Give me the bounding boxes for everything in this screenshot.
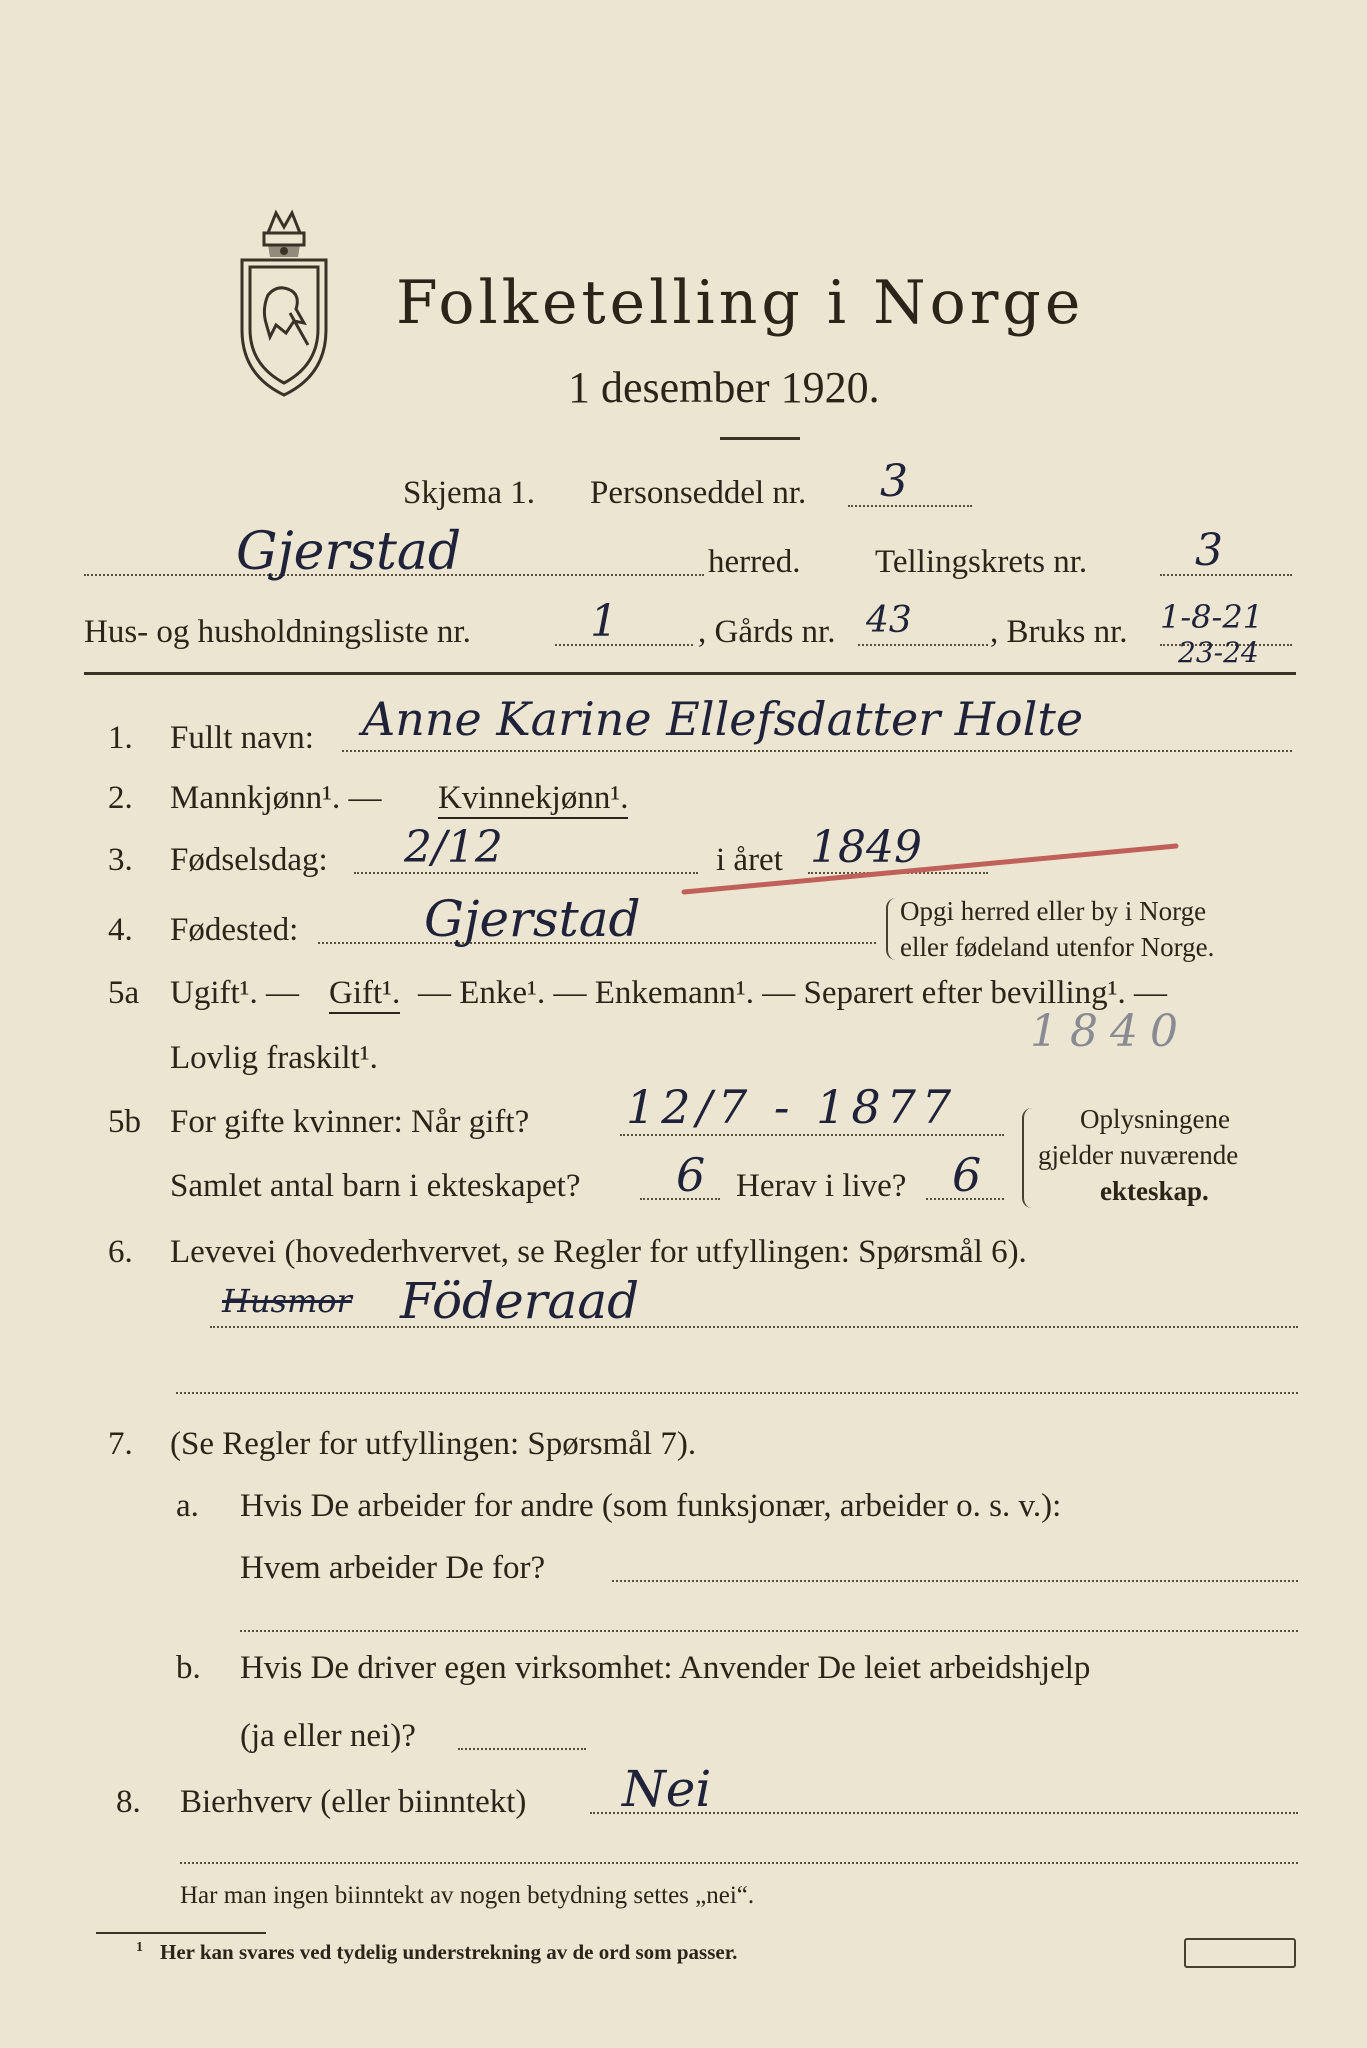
q1-number: 1. [108,720,133,756]
q8-number: 8. [116,1784,141,1820]
secondary-income-line-2 [180,1862,1298,1864]
q5a-number: 5a [108,975,140,1011]
q5b-brace [1022,1108,1036,1208]
full-name-value: Anne Karine Ellefsdatter Holte [362,692,1084,746]
occupation-line-1 [210,1326,1298,1328]
coat-of-arms-icon [228,205,340,405]
bruks-label: , Bruks nr. [990,614,1128,650]
marriage-note-1: Oplysningene [1080,1104,1230,1134]
q2-number: 2. [108,780,133,816]
marriage-note-2: gjelder nuværende [1038,1140,1239,1170]
employer-line-1 [612,1580,1298,1582]
footnote-mark: 1 [136,1940,143,1955]
children-value: 6 [676,1148,706,1202]
printer-stamp [1184,1938,1296,1968]
divorced-option: Lovlig fraskilt¹. [170,1040,378,1076]
secondary-income-label: Bierhverv (eller biinntekt) [180,1784,527,1820]
female-option: Kvinnekjønn¹. [438,780,628,819]
male-option: Mannkjønn¹. — [170,780,382,816]
q7b-line-1: Hvis De driver egen virksomhet: Anvender De leiet arbeidshjelp [240,1650,1091,1686]
unmarried-option: Ugift¹. — [170,975,300,1011]
personseddel-value: 3 [880,456,908,507]
husliste-label: Hus- og husholdningsliste nr. [84,614,471,650]
q7a-line-2: Hvem arbeider De for? [240,1550,546,1586]
q4-brace [886,898,898,960]
footnote-rule [96,1932,266,1934]
form-date: 1 desember 1920. [568,363,880,412]
occupation-line-2 [176,1392,1298,1394]
margin-note: 1840 [1030,1006,1190,1057]
year-label: i året [716,842,783,878]
husliste-line [555,644,693,646]
title-divider [720,437,800,440]
tellingskrets-label: Tellingskrets nr. [875,544,1088,580]
q5b-number: 5b [108,1104,141,1140]
q7b-line-2: (ja eller nei)? [240,1718,416,1754]
q3-number: 3. [108,842,133,878]
q1-label: Fullt navn: [170,720,314,756]
marriage-date-label: For gifte kvinner: Når gift? [170,1104,530,1140]
q4-number: 4. [108,912,133,948]
q7-label: (Se Regler for utfyllingen: Spørsmål 7). [170,1426,697,1462]
gards-line [858,644,988,646]
alive-label: Herav i live? [736,1168,907,1204]
q6-number: 6. [108,1234,133,1270]
q1-line [342,750,1292,752]
husliste-value: 1 [590,596,618,647]
footnote-text: Her kan svares ved tydelig understrekning av de ord som passer. [160,1940,738,1964]
herred-value: Gjerstad [236,522,462,582]
occupation-struck: Husmor [222,1282,352,1320]
marriage-date-line [620,1134,1004,1136]
marriage-date-value: 12/7 - 1877 [626,1080,958,1134]
tellingskrets-value: 3 [1195,525,1223,576]
secondary-income-value: Nei [622,1760,712,1818]
tellingskrets-line [1160,574,1292,576]
gards-label: , Gårds nr. [698,614,836,650]
nei-note: Har man ingen biinntekt av nogen betydning settes „nei“. [180,1882,755,1909]
red-pencil-stroke [680,840,1180,900]
gards-value: 43 [866,600,912,641]
q7b-number: b. [176,1650,201,1686]
form-title: Folketelling i Norge [396,268,1085,338]
personseddel-line [848,505,972,507]
birthplace-note-1: Opgi herred eller by i Norge [900,896,1207,926]
occupation-value: Föderaad [400,1272,640,1330]
children-label: Samlet antal barn i ekteskapet? [170,1168,581,1204]
birthplace-value: Gjerstad [424,890,641,948]
header-rule [84,672,1296,675]
birthday-value: 2/12 [404,822,503,873]
q3-label: Fødselsdag: [170,842,328,878]
bruks-value-1: 1-8-21 [1160,598,1264,636]
q4-label: Fødested: [170,912,299,948]
civil-status-options: — Enke¹. — Enkemann¹. — Separert efter bevilling¹. — [418,975,1168,1011]
employer-line-2 [240,1630,1298,1632]
q7a-number: a. [176,1488,199,1524]
married-option: Gift¹. [329,975,400,1014]
q7-number: 7. [108,1426,133,1462]
hired-help-line [458,1748,586,1750]
skjema-label: Skjema 1. [403,475,535,511]
birth-year-value: 1849 [810,822,922,873]
personseddel-label: Personseddel nr. [590,475,807,511]
q7a-line-1: Hvis De arbeider for andre (som funksjonær, arbeider o. s. v.): [240,1488,1062,1524]
marriage-note-3: ekteskap. [1100,1176,1209,1206]
birthplace-note-2: eller fødeland utenfor Norge. [900,932,1215,962]
alive-value: 6 [952,1148,982,1202]
herred-label: herred. [708,544,801,580]
bruks-value-2: 23-24 [1178,636,1259,669]
occupation-label: Levevei (hovederhvervet, se Regler for utfyllingen: Spørsmål 6). [170,1234,1027,1270]
